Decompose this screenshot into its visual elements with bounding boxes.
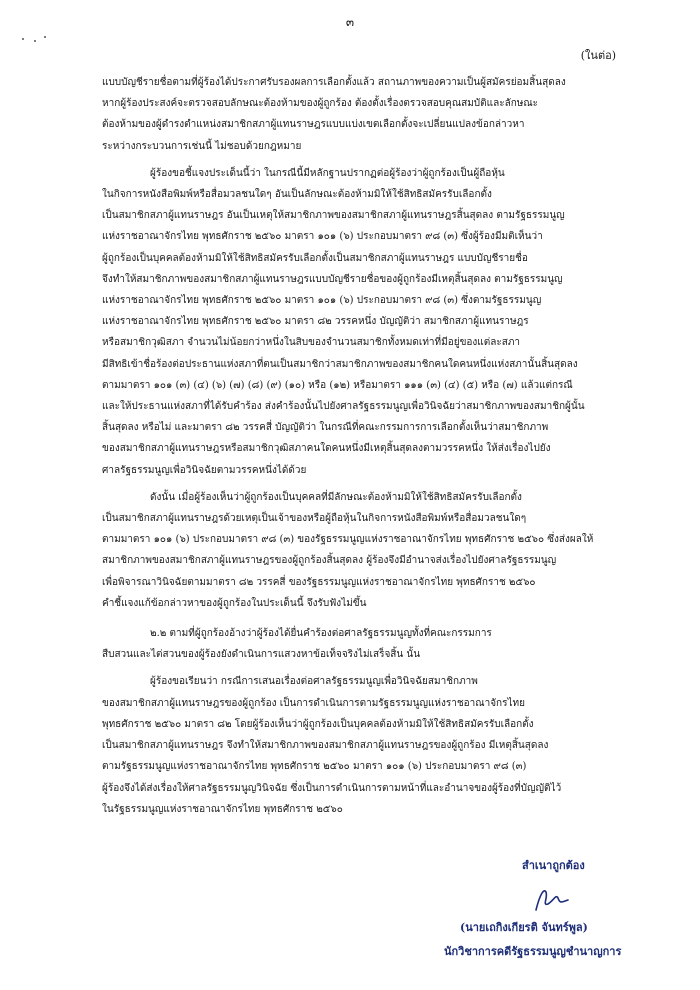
text-line: หากผู้ร้องประสงค์จะตรวจสอบลักษณะต้องห้ามของผู้ถูกร้อง ต้องตั้งเรื่องตรวจสอบคุณสมบัติและลักษณะ (102, 98, 539, 110)
text-line: ผู้ร้องจึงได้ส่งเรื่องให้ศาลรัฐธรรมนูญวินิจฉัย ซึ่งเป็นการดำเนินการตามหน้าที่และอำนาจของผู้ร้องที่บัญญัติไว้ (102, 782, 562, 794)
text-line: พุทธศักราช ๒๕๖๐ มาตรา ๘๒ โดยผู้ร้องเห็นว่าผู้ถูกร้องเป็นบุคคลต้องห้ามมิให้ใช้สิทธิสมัครรับเลือกตั้ง (102, 718, 534, 730)
text-line: ต้องห้ามของผู้ดำรงตำแหน่งสมาชิกสภาผู้แทนราษฎรแบบแบ่งเขตเลือกตั้งจะเปลี่ยนแปลงข้อกล่าวหา (102, 119, 525, 131)
text-line: ตามมาตรา ๑๐๑ (๖) ประกอบมาตรา ๙๘ (๓) ของรัฐธรรมนูญแห่งราชอาณาจักรไทย พุทธศักราช ๒๕๖๐ ซึ่งส่งผลให้ (102, 534, 594, 546)
text-line: คำชี้แจงแก้ข้อกล่าวหาของผู้ถูกร้องในประเด็นนี้ จึงรับฟังไม่ขึ้น (102, 597, 367, 609)
text-line: ผู้ถูกร้องเป็นบุคคลต้องห้ามมิให้ใช้สิทธิสมัครรับเลือกตั้งเป็นสมาชิกสภาผู้แทนราษฎร แบบบัญชีรายชื่อ (102, 252, 528, 264)
text-line: ดังนั้น เมื่อผู้ร้องเห็นว่าผู้ถูกร้องเป็นบุคคลที่มีลักษณะต้องห้ามมิให้ใช้สิทธิสมัครรับเลือกตั้ง (150, 491, 522, 503)
text-line: ของสมาชิกสภาผู้แทนราษฎรหรือสมาชิกวุฒิสภาคนใดคนหนึ่งมีเหตุสิ้นสุดลงตามวรรคหนึ่ง ให้ส่งเรื่องไปยัง (102, 443, 551, 455)
certified-copy-stamp: สำเนาถูกต้อง (522, 859, 585, 872)
signatory-name: (นายเถกิงเกียรติ จันทร์พูล) (460, 921, 588, 934)
signatory-position: นักวิชาการคดีรัฐธรรมนูญชำนาญการ (444, 945, 622, 958)
text-line: เป็นสมาชิกสภาผู้แทนราษฎร อันเป็นเหตุให้สมาชิกภาพของสมาชิกสภาผู้แทนราษฎรสิ้นสุดลง ตามรัฐธรรมนูญ (102, 210, 565, 222)
page-number: ๓ (345, 15, 355, 29)
continued-label: (ในต่อ) (580, 49, 616, 62)
text-line: สิ้นสุดลง หรือไม่ และมาตรา ๘๒ วรรคสี่ บัญญัติว่า ในกรณีที่คณะกรรมการการเลือกตั้งเห็นว่าสมาชิกภาพ (102, 422, 549, 434)
paragraph (102, 623, 632, 665)
text-line: แห่งราชอาณาจักรไทย พุทธศักราช ๒๕๖๐ มาตรา ๑๐๑ (๖) ประกอบมาตรา ๙๘ (๓) ซึ่งผู้ร้องมีมติเห็นว่า (102, 231, 543, 243)
text-line: ในกิจการหนังสือพิมพ์หรือสื่อมวลชนใดๆ อันเป็นลักษณะต้องห้ามมิให้ใช้สิทธิสมัครรับเลือกตั้ง (102, 189, 492, 201)
text-line: ในรัฐธรรมนูญแห่งราชอาณาจักรไทย พุทธศักราช ๒๕๖๐ (102, 803, 343, 815)
text-line: ๒.๒ ตามที่ผู้ถูกร้องอ้างว่าผู้ร้องได้ยื่นคำร้องต่อศาลรัฐธรรมนูญทั้งที่คณะกรรมการ (150, 628, 492, 640)
paragraph (102, 72, 632, 157)
text-line: ตามรัฐธรรมนูญแห่งราชอาณาจักรไทย พุทธศักราช ๒๕๖๐ มาตรา ๑๐๑ (๖) ประกอบมาตรา ๙๘ (๓) (102, 761, 527, 773)
text-line: มีสิทธิเข้าชื่อร้องต่อประธานแห่งสภาที่ตนเป็นสมาชิกว่าสมาชิกภาพของสมาชิกคนใดคนหนึ่งแห่งสภานั้นสิ้นสุดลง (102, 358, 578, 370)
text-line: สืบสวนและไต่สวนของผู้ร้องยังดำเนินการแสวงหาข้อเท็จจริงไม่เสร็จสิ้น นั้น (102, 649, 421, 661)
paragraph (102, 487, 632, 614)
text-line: แห่งราชอาณาจักรไทย พุทธศักราช ๒๕๖๐ มาตรา ๘๒ วรรคหนึ่ง บัญญัติว่า สมาชิกสภาผู้แทนราษฎร (102, 316, 529, 328)
text-line: แบบบัญชีรายชื่อตามที่ผู้ร้องได้ประกาศรับรองผลการเลือกตั้งแล้ว สถานภาพของความเป็นผู้สมัครย่อมสิ้นสุดลง (102, 77, 566, 88)
text-line: ผู้ร้องขอเรียนว่า กรณีการเสนอเรื่องต่อศาลรัฐธรรมนูญเพื่อวินิจฉัยสมาชิกภาพ (150, 676, 478, 688)
text-line: จึงทำให้สมาชิกภาพของสมาชิกสภาผู้แทนราษฎรแบบบัญชีรายชื่อของผู้ถูกร้องมีเหตุสิ้นสุดลง ตามรัฐธรรมนูญ (102, 273, 563, 285)
paragraph (102, 163, 632, 481)
text-line: ตามมาตรา ๑๐๑ (๓) (๔) (๖) (๗) (๘) (๙) (๑๐) หรือ (๑๒) หรือมาตรา ๑๑๑ (๓) (๔) (๕) หรือ (๗) แล้วแต่กรณี (102, 379, 573, 391)
text-line: ระหว่างกระบวนการเช่นนี้ ไม่ชอบด้วยกฎหมาย (102, 140, 302, 152)
text-line: ผู้ร้องขอชี้แจงประเด็นนี้ว่า ในกรณีนี้มีหลักฐานปรากฏต่อผู้ร้องว่าผู้ถูกร้องเป็นผู้ถือหุ้น (150, 167, 505, 179)
text-line: ศาลรัฐธรรมนูญเพื่อวินิจฉัยตามวรรคหนึ่งได้ด้วย (102, 464, 307, 476)
body-text (102, 72, 632, 820)
paragraph (102, 671, 632, 819)
text-line: เป็นสมาชิกสภาผู้แทนราษฎรด้วยเหตุเป็นเจ้าของหรือผู้ถือหุ้นในกิจการหนังสือพิมพ์หรือสื่อมวลชนใดๆ (102, 513, 527, 525)
text-line: หรือสมาชิกวุฒิสภา จำนวนไม่น้อยกว่าหนึ่งในสิบของจำนวนสมาชิกทั้งหมดเท่าที่มีอยู่ของแต่ละสภา (102, 337, 521, 349)
paragraph-gap (102, 614, 632, 623)
text-line: แห่งราชอาณาจักรไทย พุทธศักราช ๒๕๖๐ มาตรา ๑๐๑ (๖) ประกอบมาตรา ๙๘ (๓) ซึ่งตามรัฐธรรมนูญ (102, 295, 542, 307)
handwritten-signature-icon (532, 884, 572, 914)
text-line: เป็นสมาชิกสภาผู้แทนราษฎร จึงทำให้สมาชิกภาพของสมาชิกสภาผู้แทนราษฎรของผู้ถูกร้อง มีเหตุสิ้นสุดลง (102, 740, 549, 752)
text-line: และให้ประธานแห่งสภาที่ได้รับคำร้อง ส่งคำร้องนั้นไปยังศาลรัฐธรรมนูญเพื่อวินิจฉัยว่าสมาชิกภาพของสมาชิกผู้นั้น (102, 401, 585, 413)
text-line: เพื่อพิจารณาวินิจฉัยตามมาตรา ๘๒ วรรคสี่ ของรัฐธรรมนูญแห่งราชอาณาจักรไทย พุทธศักราช ๒๕๖๐ (102, 576, 536, 588)
text-line: สมาชิกภาพของสมาชิกสภาผู้แทนราษฎรของผู้ถูกร้องสิ้นสุดลง ผู้ร้องจึงมีอำนาจส่งเรื่องไปยังศาลรัฐธรรมนูญ (102, 555, 557, 567)
text-line: ของสมาชิกสภาผู้แทนราษฎรของผู้ถูกร้อง เป็นการดำเนินการตามรัฐธรรมนูญแห่งราชอาณาจักรไทย (102, 697, 525, 709)
